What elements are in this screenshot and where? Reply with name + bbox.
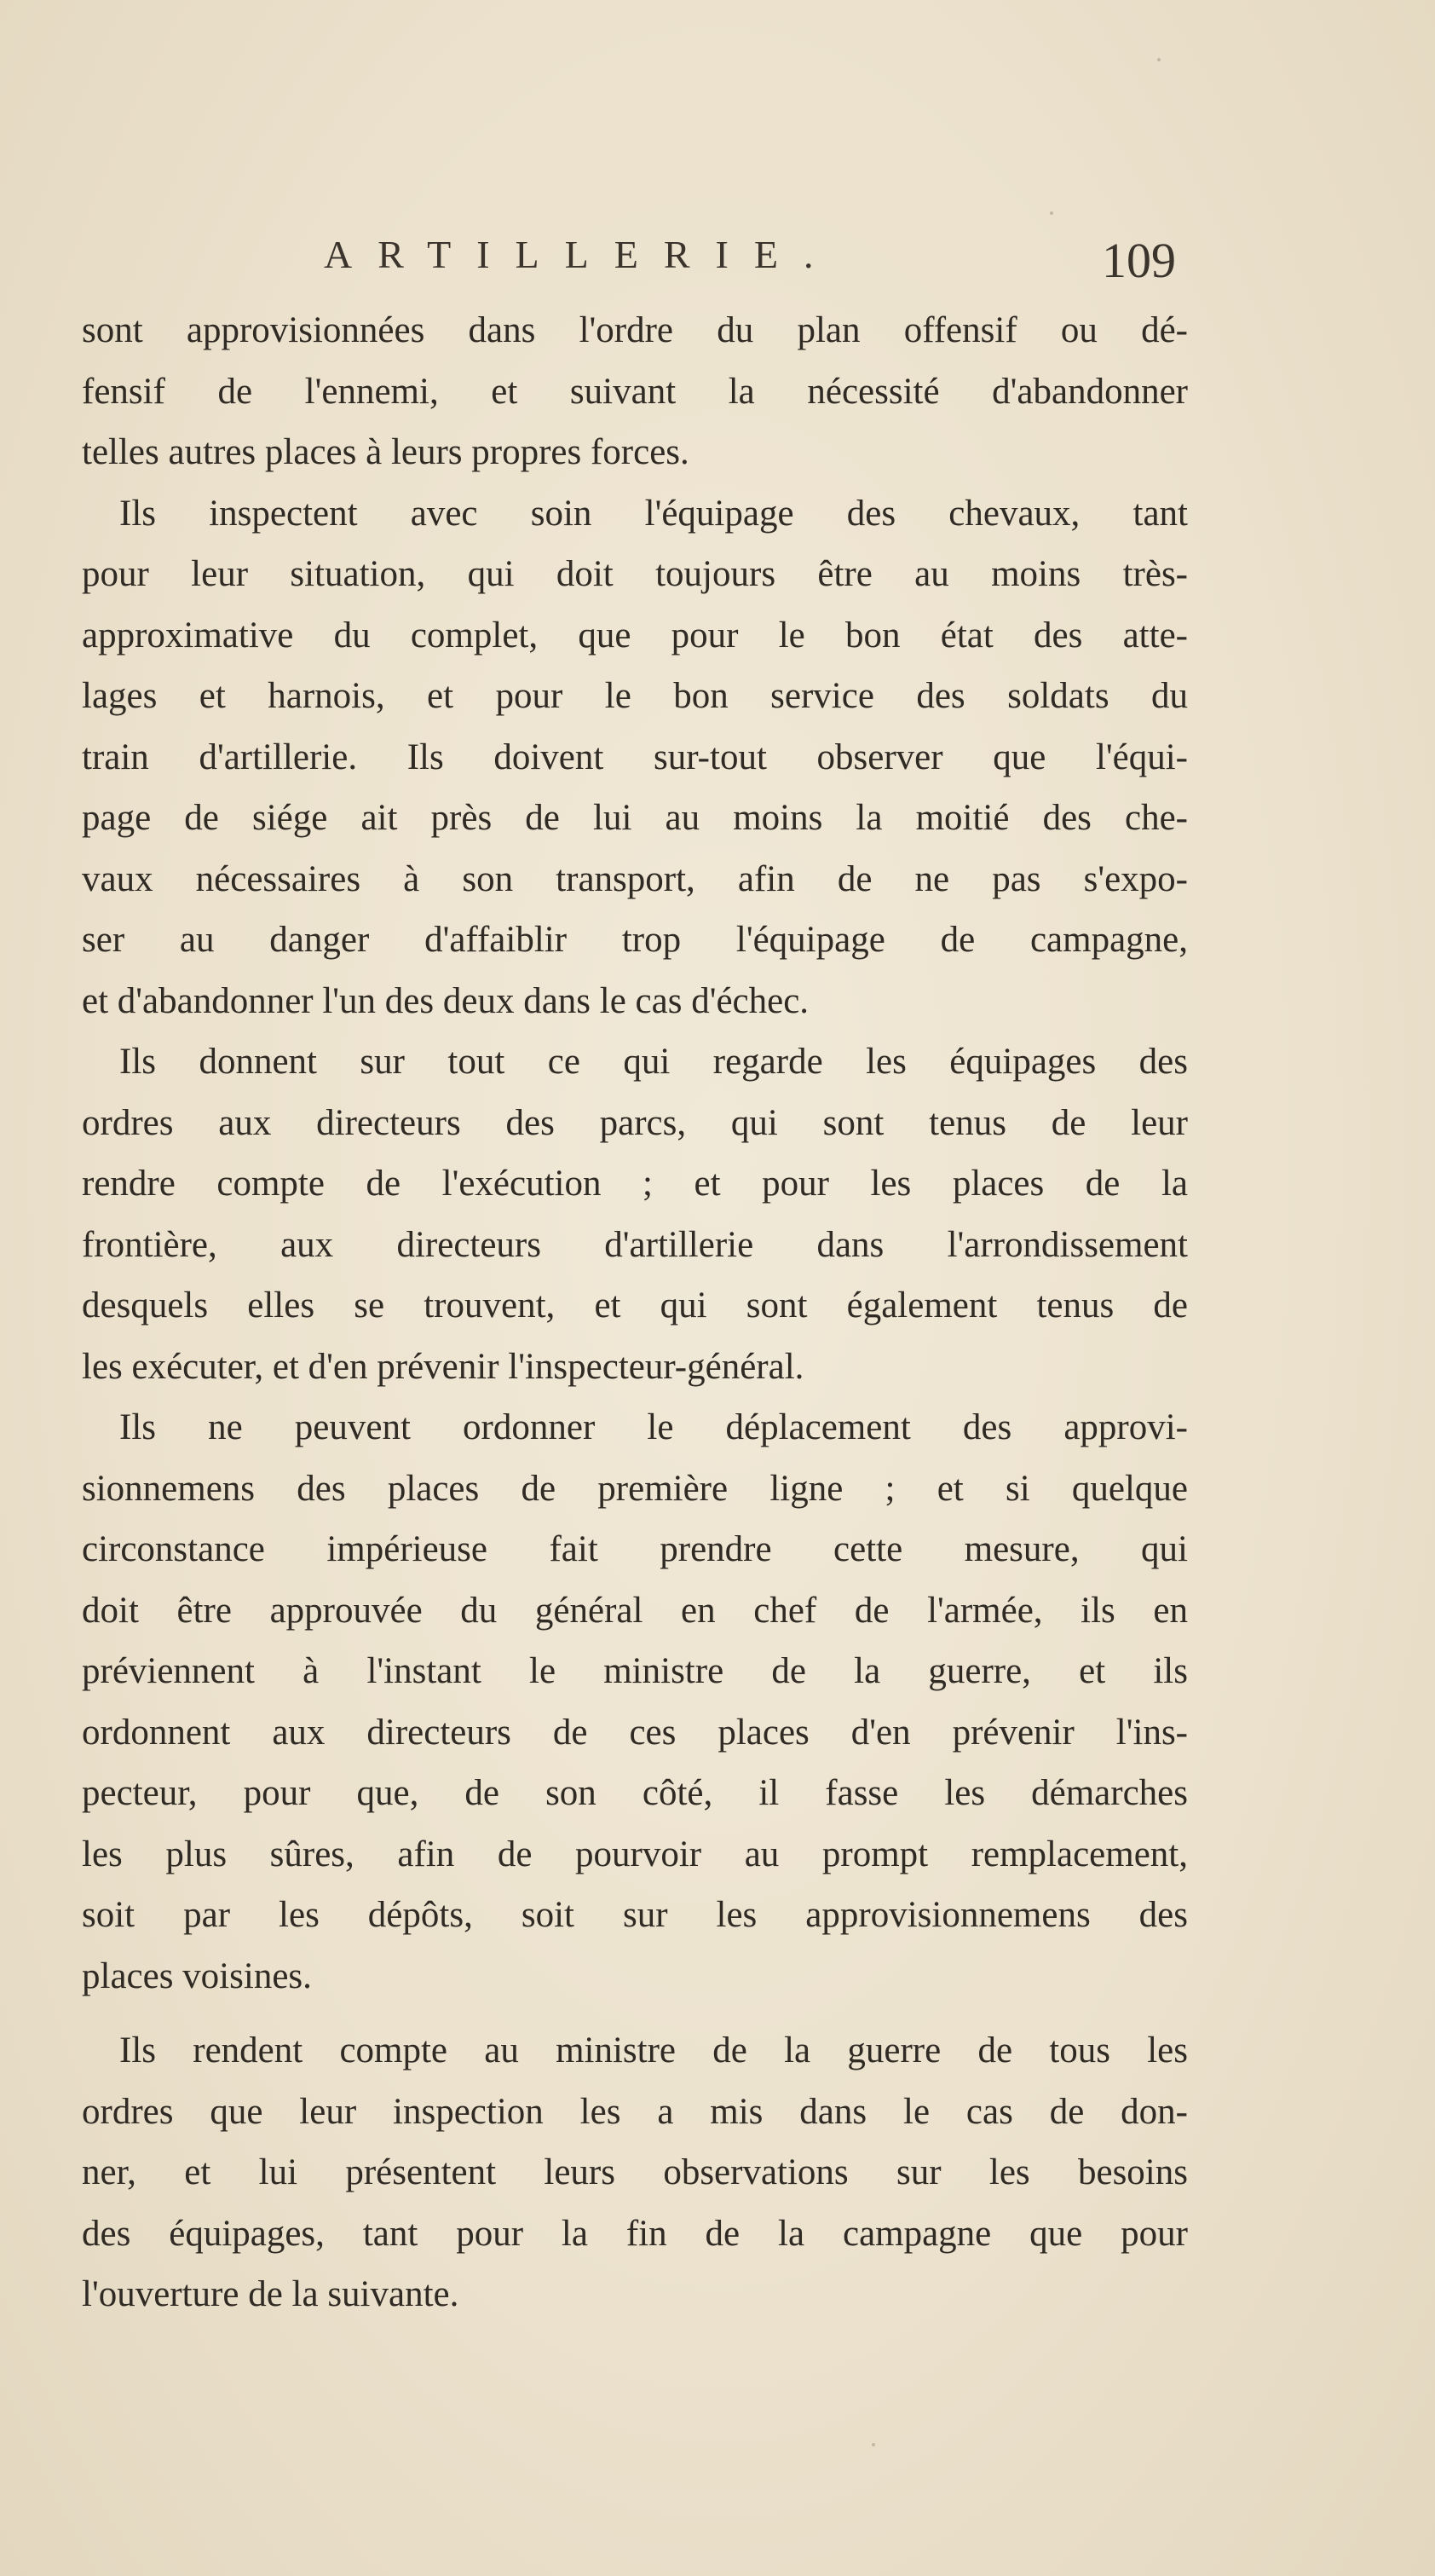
text-line: lages et harnois, et pour le bon service des soldats du <box>82 676 1188 716</box>
text-line: ser au danger d'affaiblir trop l'équipage de campagne, <box>82 920 1188 960</box>
text-line: les exécuter, et d'en prévenir l'inspecteur-général. <box>82 1346 804 1387</box>
text-line: Ils inspectent avec soin l'équipage des chevaux, tant <box>119 493 1188 534</box>
text-line: page de siége ait près de lui au moins la moitié des che- <box>82 798 1188 838</box>
text-line: frontière, aux directeurs d'artillerie dans l'arrondissement <box>82 1224 1188 1265</box>
text-line: soit par les dépôts, soit sur les approvisionnemens des <box>82 1895 1188 1935</box>
text-line: telles autres places à leurs propres forces. <box>82 432 689 472</box>
text-line: desquels elles se trouvent, et qui sont également tenus de <box>82 1285 1188 1326</box>
text-line: fensif de l'ennemi, et suivant la nécessité d'abandonner <box>82 371 1188 412</box>
text-line: ner, et lui présentent leurs observations sur les besoins <box>82 2152 1188 2192</box>
text-line: approximative du complet, que pour le bon état des atte- <box>82 615 1188 656</box>
text-line: ordres aux directeurs des parcs, qui sont tenus de leur <box>82 1102 1188 1143</box>
body-text <box>82 300 1188 2325</box>
text-line: sionnemens des places de première ligne ; et si quelque <box>82 1468 1188 1509</box>
text-line: les plus sûres, afin de pourvoir au prompt remplacement, <box>82 1834 1188 1874</box>
text-line: et d'abandonner l'un des deux dans le cas d'échec. <box>82 980 810 1021</box>
text-line: rendre compte de l'exécution ; et pour les places de la <box>82 1164 1188 1204</box>
paper-speck <box>872 2443 875 2446</box>
paper-speck <box>1050 211 1053 215</box>
text-line: Ils rendent compte au ministre de la guerre de tous les <box>119 2030 1188 2071</box>
paragraph-spacer <box>82 2007 1188 2020</box>
text-line: Ils donnent sur tout ce qui regarde les équipages des <box>119 1042 1188 1082</box>
text-line: Ils ne peuvent ordonner le déplacement des approvi- <box>119 1407 1188 1447</box>
text-line: pecteur, pour que, de son côté, il fasse les démarches <box>82 1773 1188 1813</box>
text-line: des équipages, tant pour la fin de la campagne que pour <box>82 2213 1188 2254</box>
text-line: ordonnent aux directeurs de ces places d'en prévenir l'ins- <box>82 1712 1188 1753</box>
text-line: préviennent à l'instant le ministre de la guerre, et ils <box>82 1651 1188 1691</box>
text-line: places voisines. <box>82 1955 312 1996</box>
paragraph <box>82 483 1188 1032</box>
text-line: ordres que leur inspection les a mis dans le cas de don- <box>82 2091 1188 2132</box>
text-line: sont approvisionnées dans l'ordre du plan offensif ou dé- <box>82 310 1188 350</box>
paragraph <box>82 2020 1188 2325</box>
text-line: vaux nécessaires à son transport, afin de ne pas s'expo- <box>82 858 1188 899</box>
paragraph <box>82 1031 1188 1397</box>
page-number: 109 <box>1102 233 1176 288</box>
page-header <box>324 232 1176 292</box>
paper-speck <box>1157 58 1161 61</box>
text-line: doit être approuvée du général en chef de l'armée, ils en <box>82 1590 1188 1631</box>
text-line: pour leur situation, qui doit toujours être au moins très- <box>82 554 1188 594</box>
paragraph <box>82 300 1188 483</box>
text-line: train d'artillerie. Ils doivent sur-tout observer que l'équi- <box>82 736 1188 777</box>
text-line: circonstance impérieuse fait prendre cette mesure, qui <box>82 1529 1188 1569</box>
running-title: ARTILLERIE. <box>324 233 839 276</box>
text-line: l'ouverture de la suivante. <box>82 2274 459 2314</box>
paragraph <box>82 1397 1188 2007</box>
